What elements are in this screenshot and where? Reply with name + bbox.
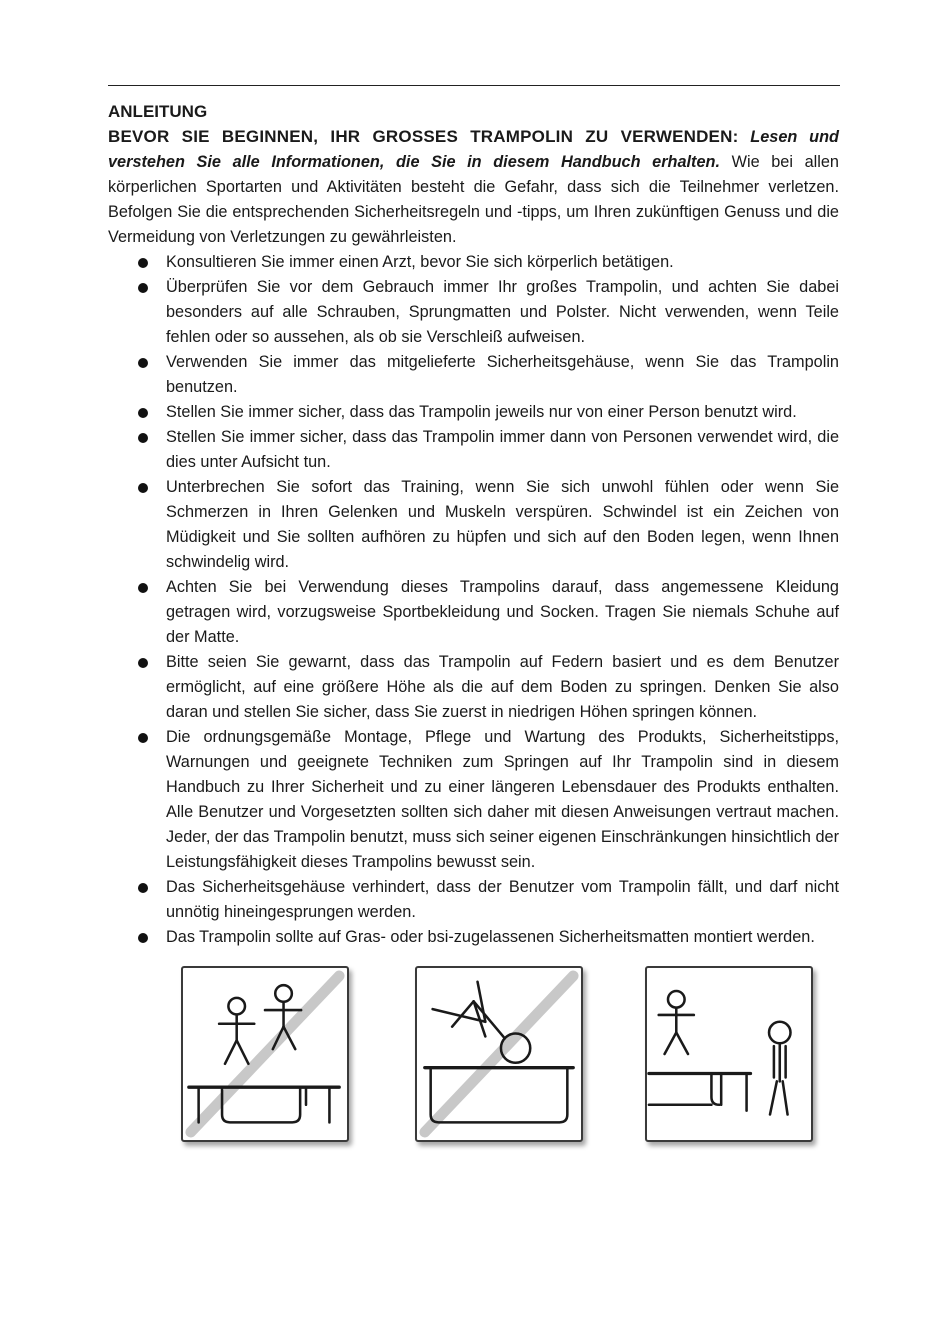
bullet-icon (138, 583, 148, 593)
list-item (108, 275, 839, 350)
list-item (108, 650, 839, 725)
list-item (108, 425, 839, 475)
list-item (108, 250, 839, 275)
list-item-text: Das Sicherheitsgehäuse verhindert, dass der Benutzer vom Trampolin fällt, und darf nicht unnötig hineingesprungen werden. (166, 878, 839, 921)
top-rule (108, 85, 840, 86)
bullet-icon (138, 283, 148, 293)
bullet-icon (138, 733, 148, 743)
bullet-icon (138, 883, 148, 893)
intro-text: Wie bei allen körperlichen Sportarten und Aktivitäten besteht die Gefahr, dass sich die Teilnehmer verletzen. Befolgen Sie die entsprechenden Sicherheitsregeln und -tipps, um Ihren zukünftigen Genuss und die Vermeidung von Verletzungen zu gewährleisten. (108, 153, 839, 246)
list-item (108, 725, 839, 875)
list-item (108, 925, 839, 950)
list-item (108, 875, 839, 925)
section-heading: ANLEITUNG (108, 102, 208, 121)
list-item-text: Stellen Sie immer sicher, dass das Trampolin immer dann von Personen verwendet wird, die dies unter Aufsicht tun. (166, 428, 839, 471)
intro-caps-heading: BEVOR SIE BEGINNEN, IHR GROSSES TRAMPOLIN ZU VERWENDEN: (108, 127, 739, 146)
bullet-icon (138, 483, 148, 493)
list-item-text: Die ordnungsgemäße Montage, Pflege und Wartung des Produkts, Sicherheitstipps, Warnungen und geeignete Techniken zum Springen auf Ihr Trampolin sind in diesem Handbuch zu Ihrer Sicherheit und zu einer längeren Lebensdauer des Produkts enthalten. Alle Benutzer und Vorgesetzten sollten sich daher mit diesen Anweisungen vertraut machen. Jeder, der das Trampolin benutzt, muss sich seiner eigenen Einschränkungen hinsichtlich der Leistungsfähigkeit dieses Trampolins bewusst sein. (166, 728, 839, 871)
instructions-section (108, 100, 839, 950)
bullet-icon (138, 258, 148, 268)
no-somersault-icon (415, 966, 583, 1142)
list-item-text: Konsultieren Sie immer einen Arzt, bevor Sie sich körperlich betätigen. (166, 253, 674, 271)
list-item-text: Das Trampolin sollte auf Gras- oder bsi-zugelassenen Sicherheitsmatten montiert werden. (166, 928, 815, 946)
no-two-jumpers-icon (181, 966, 349, 1142)
bullet-icon (138, 933, 148, 943)
list-item-text: Überprüfen Sie vor dem Gebrauch immer Ihr großes Trampolin, und achten Sie dabei besonders auf alle Schrauben, Sprungmatten und Polster. Nicht verwenden, wenn Teile fehlen oder so aussehen, als ob sie Verschleiß aufweisen. (166, 278, 839, 346)
list-item (108, 575, 839, 650)
bullet-icon (138, 408, 148, 418)
pictogram-row (0, 966, 950, 1146)
list-item (108, 400, 839, 425)
bullet-icon (138, 358, 148, 368)
list-item-text: Verwenden Sie immer das mitgelieferte Sicherheitsgehäuse, wenn Sie das Trampolin benutzen. (166, 353, 839, 396)
bullet-icon (138, 658, 148, 668)
list-item-text: Unterbrechen Sie sofort das Training, wenn Sie sich unwohl fühlen oder wenn Sie Schmerzen in Ihren Gelenken und Muskeln verspüren. Schwindel ist ein Zeichen von Müdigkeit und Sie sollten aufhören zu hüpfen und sich auf den Boden legen, wenn Ihnen schwindelig wird. (166, 478, 839, 571)
list-item-text: Stellen Sie immer sicher, dass das Trampolin jeweils nur von einer Person benutzt wird. (166, 403, 797, 421)
list-item-text: Achten Sie bei Verwendung dieses Trampolins darauf, dass angemessene Kleidung getragen wird, vorzugsweise Sportbekleidung und Socken. Tragen Sie niemals Schuhe auf der Matte. (166, 578, 839, 646)
intro-emphasis: Lesen und verstehen Sie alle Informationen, die Sie in diesem Handbuch erhalten. (108, 128, 840, 171)
intro-paragraph (108, 124, 839, 250)
bullet-icon (138, 433, 148, 443)
safety-bullet-list (108, 250, 839, 950)
list-item (108, 475, 839, 575)
list-item (108, 350, 839, 400)
supervision-required-icon (645, 966, 813, 1142)
list-item-text: Bitte seien Sie gewarnt, dass das Trampolin auf Federn basiert und es dem Benutzer ermöglicht, auf eine größere Höhe als die auf dem Boden zu springen. Denken Sie also daran und stellen Sie sicher, dass Sie zuerst in niedrigen Höhen springen können. (166, 653, 839, 721)
